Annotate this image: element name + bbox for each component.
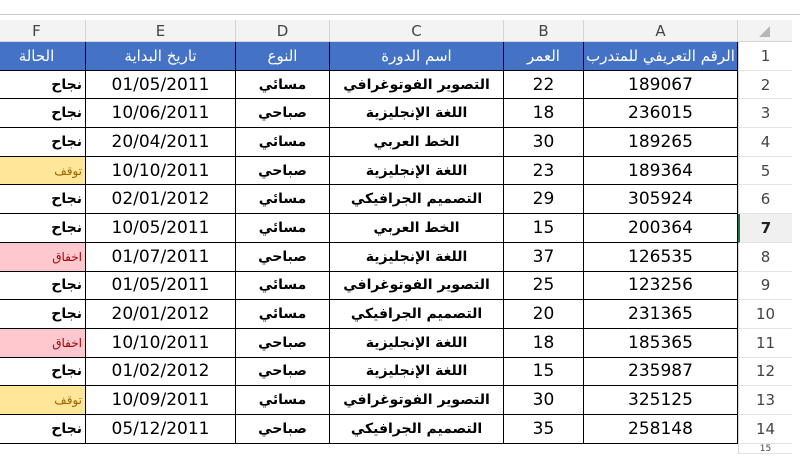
status-cell[interactable]: نجاح	[0, 358, 86, 387]
type-cell[interactable]: مسائي	[236, 185, 330, 214]
start-date-cell[interactable]: 20/04/2011	[86, 128, 236, 157]
column-header-d[interactable]: D	[236, 20, 330, 42]
row-header[interactable]: 1	[738, 42, 792, 71]
age-cell[interactable]: 15	[504, 214, 584, 243]
empty-cell[interactable]	[236, 444, 330, 454]
column-header-f[interactable]: F	[0, 20, 86, 42]
trainee-id-cell[interactable]: 236015	[584, 99, 738, 128]
type-cell[interactable]: صباحي	[236, 243, 330, 272]
type-cell[interactable]: صباحي	[236, 329, 330, 358]
formula-bar[interactable]	[0, 0, 800, 15]
spreadsheet-grid	[0, 20, 792, 454]
start-date-cell[interactable]: 05/12/2011	[86, 415, 236, 444]
table-header-cell[interactable]: العمر	[504, 42, 584, 71]
row-header[interactable]: 2	[738, 71, 792, 100]
trainee-id-cell[interactable]: 305924	[584, 185, 738, 214]
column-header-b[interactable]: B	[504, 20, 584, 42]
type-cell[interactable]: صباحي	[236, 415, 330, 444]
trainee-id-cell[interactable]: 126535	[584, 243, 738, 272]
trainee-id-cell[interactable]: 325125	[584, 386, 738, 415]
course-name-cell[interactable]: التصميم الجرافيكي	[330, 185, 504, 214]
status-cell[interactable]: نجاح	[0, 415, 86, 444]
start-date-cell[interactable]: 10/10/2011	[86, 329, 236, 358]
course-name-cell[interactable]: التصوير الفوتوغرافي	[330, 71, 504, 100]
age-cell[interactable]: 18	[504, 329, 584, 358]
trainee-id-cell[interactable]: 185365	[584, 329, 738, 358]
age-cell[interactable]: 30	[504, 128, 584, 157]
trainee-id-cell[interactable]: 200364	[584, 214, 738, 243]
type-cell[interactable]: صباحي	[236, 358, 330, 387]
column-header-a[interactable]: A	[584, 20, 738, 42]
age-cell[interactable]: 29	[504, 185, 584, 214]
column-header-c[interactable]: C	[330, 20, 504, 42]
start-date-cell[interactable]: 01/02/2012	[86, 358, 236, 387]
status-cell[interactable]: نجاح	[0, 300, 86, 329]
type-cell[interactable]: صباحي	[236, 157, 330, 186]
table-header-cell[interactable]: تاريخ البداية	[86, 42, 236, 71]
row-header[interactable]: 9	[738, 272, 792, 301]
row-header[interactable]: 14	[738, 415, 792, 444]
trainee-id-cell[interactable]: 189067	[584, 71, 738, 100]
start-date-cell[interactable]: 01/07/2011	[86, 243, 236, 272]
start-date-cell[interactable]: 10/06/2011	[86, 99, 236, 128]
status-cell[interactable]: توقف	[0, 386, 86, 415]
age-cell[interactable]: 15	[504, 358, 584, 387]
row-header[interactable]: 12	[738, 358, 792, 387]
table-header-cell[interactable]: اسم الدورة	[330, 42, 504, 71]
status-cell[interactable]: نجاح	[0, 128, 86, 157]
age-cell[interactable]: 20	[504, 300, 584, 329]
course-name-cell[interactable]: الخط العربي	[330, 214, 504, 243]
trainee-id-cell[interactable]: 235987	[584, 358, 738, 387]
row-header[interactable]: 6	[738, 185, 792, 214]
empty-cell[interactable]	[584, 444, 738, 454]
row-header[interactable]: 13	[738, 386, 792, 415]
table-header-cell[interactable]: النوع	[236, 42, 330, 71]
status-cell[interactable]: نجاح	[0, 99, 86, 128]
empty-cell[interactable]	[86, 444, 236, 454]
start-date-cell[interactable]: 01/05/2011	[86, 71, 236, 100]
row-header[interactable]: 11	[738, 329, 792, 358]
trainee-id-cell[interactable]: 231365	[584, 300, 738, 329]
empty-cell[interactable]	[504, 444, 584, 454]
row-header[interactable]: 15	[738, 444, 792, 454]
start-date-cell[interactable]: 01/05/2011	[86, 272, 236, 301]
type-cell[interactable]: مسائي	[236, 71, 330, 100]
status-cell[interactable]: نجاح	[0, 185, 86, 214]
course-name-cell[interactable]: اللغة الإنجليزية	[330, 358, 504, 387]
row-header[interactable]: 4	[738, 128, 792, 157]
age-cell[interactable]: 25	[504, 272, 584, 301]
course-name-cell[interactable]: اللغة الإنجليزية	[330, 99, 504, 128]
age-cell[interactable]: 23	[504, 157, 584, 186]
status-cell[interactable]: توقف	[0, 157, 86, 186]
course-name-cell[interactable]: الخط العربي	[330, 128, 504, 157]
status-cell[interactable]: اخفاق	[0, 243, 86, 272]
course-name-cell[interactable]: اللغة الإنجليزية	[330, 243, 504, 272]
course-name-cell[interactable]: التصميم الجرافيكي	[330, 415, 504, 444]
row-header[interactable]: 10	[738, 300, 792, 329]
course-name-cell[interactable]: التصميم الجرافيكي	[330, 300, 504, 329]
row-header[interactable]: 7	[738, 214, 792, 243]
course-name-cell[interactable]: اللغة الإنجليزية	[330, 157, 504, 186]
trainee-id-cell[interactable]: 258148	[584, 415, 738, 444]
age-cell[interactable]: 30	[504, 386, 584, 415]
trainee-id-cell[interactable]: 189364	[584, 157, 738, 186]
start-date-cell[interactable]: 10/10/2011	[86, 157, 236, 186]
table-header-cell[interactable]: الرقم التعريفي للمتدرب	[584, 42, 738, 71]
age-cell[interactable]: 35	[504, 415, 584, 444]
start-date-cell[interactable]: 02/01/2012	[86, 185, 236, 214]
type-cell[interactable]: مسائي	[236, 214, 330, 243]
age-cell[interactable]: 22	[504, 71, 584, 100]
age-cell[interactable]: 18	[504, 99, 584, 128]
age-cell[interactable]: 37	[504, 243, 584, 272]
trainee-id-cell[interactable]: 189265	[584, 128, 738, 157]
status-cell[interactable]: اخفاق	[0, 329, 86, 358]
table-header-cell[interactable]: الحالة	[0, 42, 86, 71]
type-cell[interactable]: مسائي	[236, 300, 330, 329]
empty-cell[interactable]	[0, 444, 86, 454]
start-date-cell[interactable]: 20/01/2012	[86, 300, 236, 329]
type-cell[interactable]: مسائي	[236, 386, 330, 415]
empty-cell[interactable]	[330, 444, 504, 454]
row-header[interactable]: 5	[738, 157, 792, 186]
course-name-cell[interactable]: التصوير الفوتوغرافي	[330, 386, 504, 415]
start-date-cell[interactable]: 10/05/2011	[86, 214, 236, 243]
type-cell[interactable]: مسائي	[236, 272, 330, 301]
status-cell[interactable]: نجاح	[0, 214, 86, 243]
type-cell[interactable]: صباحي	[236, 99, 330, 128]
row-header[interactable]: 3	[738, 99, 792, 128]
row-header[interactable]: 8	[738, 243, 792, 272]
type-cell[interactable]: مسائي	[236, 128, 330, 157]
course-name-cell[interactable]: التصوير الفوتوغرافي	[330, 272, 504, 301]
status-cell[interactable]: نجاح	[0, 71, 86, 100]
start-date-cell[interactable]: 10/09/2011	[86, 386, 236, 415]
course-name-cell[interactable]: اللغة الإنجليزية	[330, 329, 504, 358]
column-header-e[interactable]: E	[86, 20, 236, 42]
status-cell[interactable]: نجاح	[0, 272, 86, 301]
trainee-id-cell[interactable]: 123256	[584, 272, 738, 301]
select-all-corner[interactable]	[738, 20, 792, 42]
